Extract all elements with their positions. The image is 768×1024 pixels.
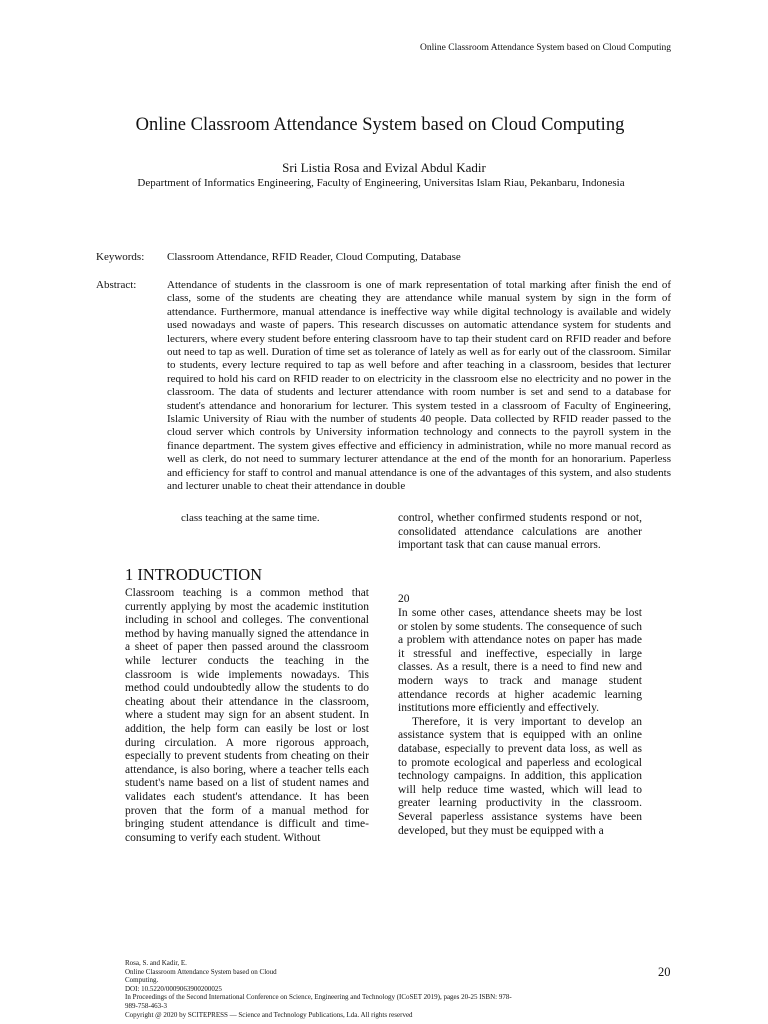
- citation-proceedings: In Proceedings of the Second International Conference on Science, Engineering and Technology (ICoSET 2019), pages 20-25 ISBN: 978-989-758-463-3: [125, 993, 512, 1010]
- abstract-text: Attendance of students in the classroom is one of mark representation of total marking after finish the end of class, some of the students are cheating they are attendance while manual system by sign in the form of attendance. Furthermore, manual attendance is ineffective way while digital technology is available and widely used nowadays and waste of papers. This research discusses on automatic attendance system for students and lecturers, where every student before entering classroom have to tap their student card on RFID reader and before out need to tap as well. Duration of time set as tolerance of lately as well as for early out of the classroom. Similar to students, every lecture required to tap as well before and after teaching in a classroom, besides that lecturer required to hold his card on RFID reader to on electricity in the classroom else no electricity and no power in the classroom. The data of students and lecturer attendance with room number is set and send to a database for student's attendance and honorarium for lecturer. This system tested in a classroom of Faculty of Engineering, Islamic University of Riau with the number of students 40 people. Data collected by RFID reader passed to the cloud server which controls by University information technology and connects to the payroll system in the finance department. The system gives effective and efficiency in administration, while no more manual record as well as clerk, do not need to summary lecturer attendance at the end of the month for an honorarium. Paperless and efficiency for staff to control and manual attendance is one of the advantages of this system, and also students and lecturer unable to cheat their attendance in double: [167, 279, 671, 493]
- page-marker: 20: [398, 593, 410, 605]
- paper-title: Online Classroom Attendance System based on Cloud Computing: [135, 115, 625, 135]
- introduction-right-column: [398, 607, 642, 838]
- running-header: Online Classroom Attendance System based on Cloud Computing: [420, 43, 671, 53]
- citation-doi: DOI: 10.5220/0009063900200025: [125, 984, 222, 993]
- abstract-label: Abstract:: [96, 279, 137, 291]
- citation-authors: Rosa, S. and Kadir, E.: [125, 959, 187, 967]
- paper-authors: Sri Listia Rosa and Evizal Abdul Kadir: [282, 160, 486, 175]
- citation-copyright: Copyright @ 2020 by SCITEPRESS — Science and Technology Publications, Lda. All rights reserved: [125, 1010, 413, 1019]
- right-column-continuation: control, whether confirmed students respond or not, consolidated attendance calculations are another important task that can cause manual errors.: [398, 512, 642, 552]
- section-heading-introduction: 1 INTRODUCTION: [125, 565, 263, 584]
- abstract-continuation: class teaching at the same time.: [181, 512, 320, 524]
- citation-footer: [125, 959, 520, 1019]
- citation-title: Online Classroom Attendance System based on Cloud Computing.: [125, 967, 277, 985]
- keywords-label: Keywords:: [96, 251, 145, 263]
- keywords-text: Classroom Attendance, RFID Reader, Cloud Computing, Database: [167, 251, 461, 263]
- paragraph: Therefore, it is very important to develop an assistance system that is equipped with an online database, especially to prevent data loss, as well as to promote ecological and paperless and ecological technology campaigns. In addition, this application will help reduce time wasted, which will lead to greater learning productivity in the classroom. Several paperless assistance systems have been developed, but they must be equipped with a: [398, 715, 642, 837]
- paragraph: In some other cases, attendance sheets may be lost or stolen by some students. The consequence of such a problem with attendance notes on paper has made it stressful and ineffective, especially in large classes. As a result, there is a need to find new and modern ways to track and manage student attendance records at higher academic learning institutions more efficiently and effectively.: [398, 607, 642, 715]
- introduction-left-column: Classroom teaching is a common method that currently applying by most the academic institution including in school and colleges. The conventional method by having manually signed the attendance in a sheet of paper then passed around the classroom while lecturer conducts the teaching in the classroom is wide implements nowadays. This method could undoubtedly allow the students to do cheating about their attendance in the classroom, where a student may sign for an absent student. In addition, the help form can easily be lost or lost during circulation. A more rigorous approach, especially to prevent students from cheating on their attendance, is also boring, where a teacher tells each student's name based on a list of student names and validates each student's attendance. It has been proven that the form of a manual method for bringing student attendance is difficult and time-consuming to verify each student. Without: [125, 587, 369, 844]
- page-number: 20: [658, 965, 671, 979]
- paper-affiliation: Department of Informatics Engineering, Faculty of Engineering, Universitas Islam Riau, Pekanbaru, Indonesia: [137, 177, 625, 189]
